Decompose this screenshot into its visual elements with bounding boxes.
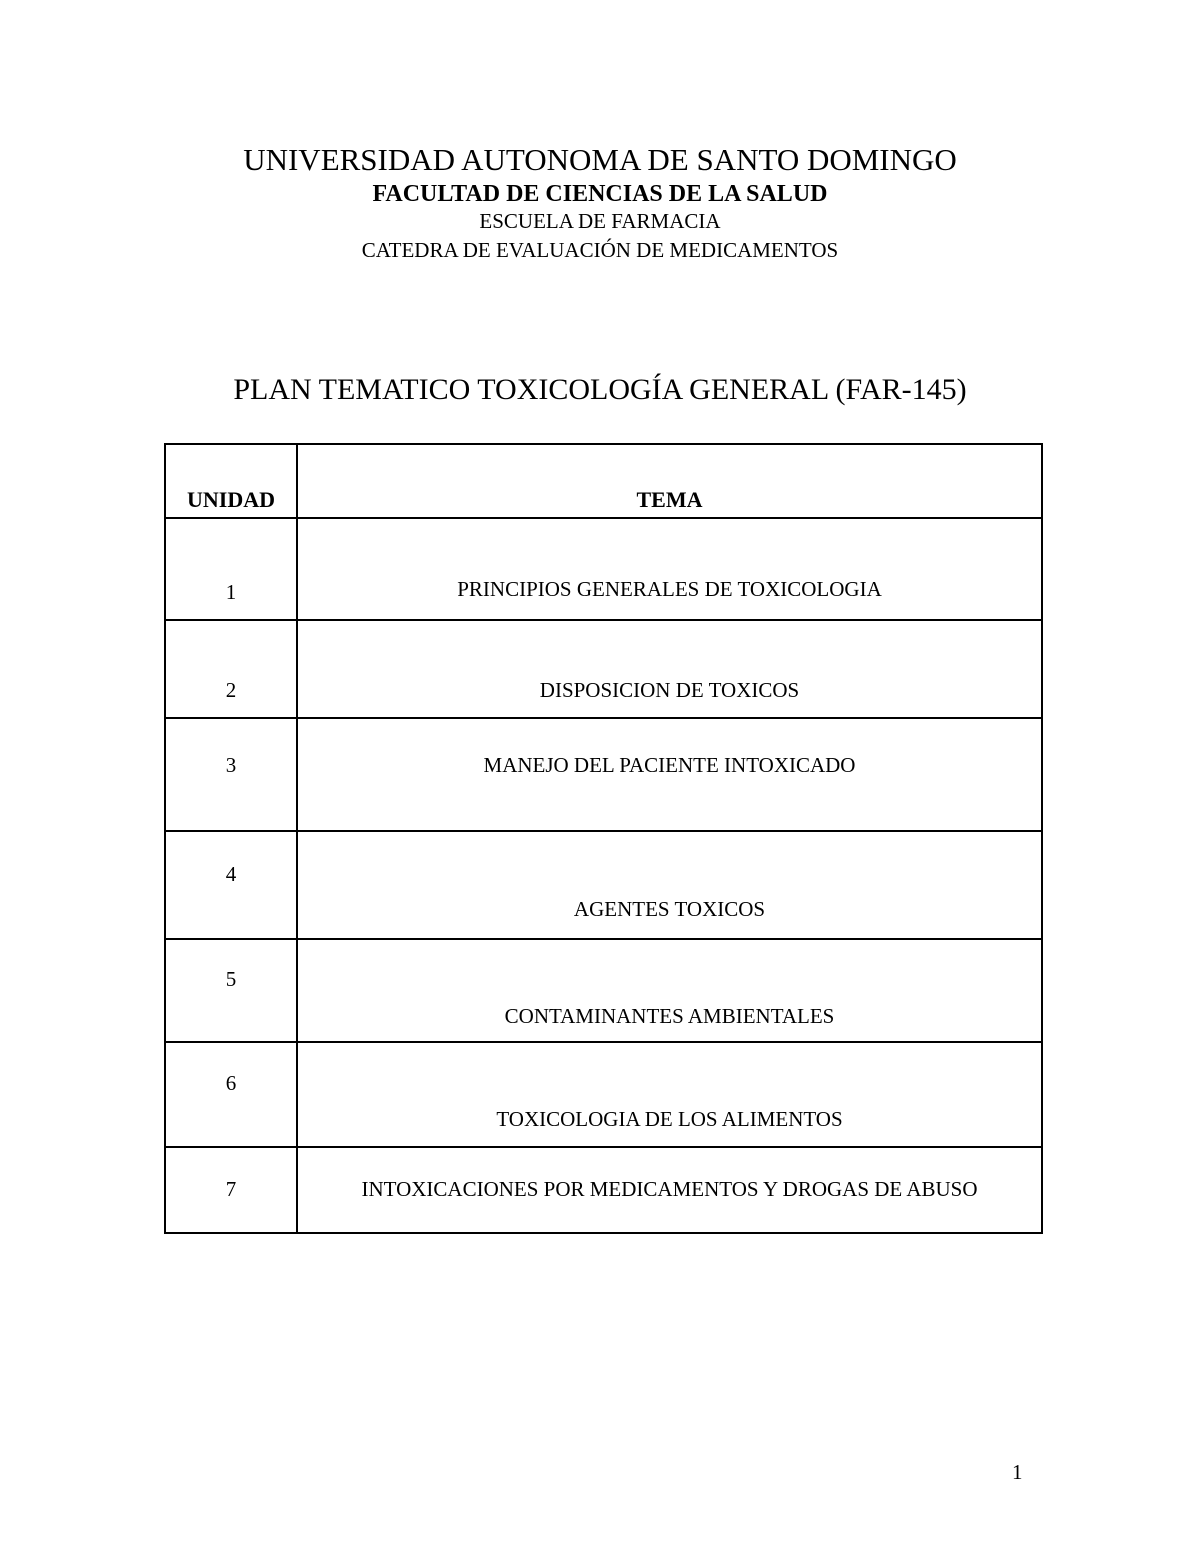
school-name: ESCUELA DE FARMACIA (479, 209, 721, 233)
topic-cell: TOXICOLOGIA DE LOS ALIMENTOS (297, 1042, 1042, 1147)
table-row (165, 718, 1042, 831)
unit-cell: 2 (165, 620, 297, 718)
table-row (165, 1042, 1042, 1147)
topic-cell: CONTAMINANTES AMBIENTALES (297, 939, 1042, 1042)
topic-cell: MANEJO DEL PACIENTE INTOXICADO (297, 718, 1042, 831)
table-row (165, 518, 1042, 620)
chair-name: CATEDRA DE EVALUACIÓN DE MEDICAMENTOS (361, 238, 839, 262)
topic-cell: PRINCIPIOS GENERALES DE TOXICOLOGIA (297, 518, 1042, 620)
topics-table (164, 443, 1043, 1234)
page-number: 1 (1012, 1460, 1023, 1484)
table-row (165, 620, 1042, 718)
document-title: PLAN TEMATICO TOXICOLOGÍA GENERAL (FAR-145) (233, 373, 967, 406)
unit-cell: 3 (165, 718, 297, 831)
unit-cell: 6 (165, 1042, 297, 1147)
faculty-name: FACULTAD DE CIENCIAS DE LA SALUD (372, 181, 828, 207)
topic-cell: AGENTES TOXICOS (297, 831, 1042, 939)
topic-cell: INTOXICACIONES POR MEDICAMENTOS Y DROGAS DE ABUSO (297, 1147, 1042, 1233)
unit-column-header: UNIDAD (165, 444, 297, 518)
unit-cell: 1 (165, 518, 297, 620)
unit-cell: 4 (165, 831, 297, 939)
topic-column-header: TEMA (297, 444, 1042, 518)
unit-cell: 5 (165, 939, 297, 1042)
unit-cell: 7 (165, 1147, 297, 1233)
table-header-row (165, 444, 1042, 518)
table-row (165, 939, 1042, 1042)
university-name: UNIVERSIDAD AUTONOMA DE SANTO DOMINGO (243, 142, 957, 177)
table-row (165, 1147, 1042, 1233)
topic-cell: DISPOSICION DE TOXICOS (297, 620, 1042, 718)
table-row (165, 831, 1042, 939)
